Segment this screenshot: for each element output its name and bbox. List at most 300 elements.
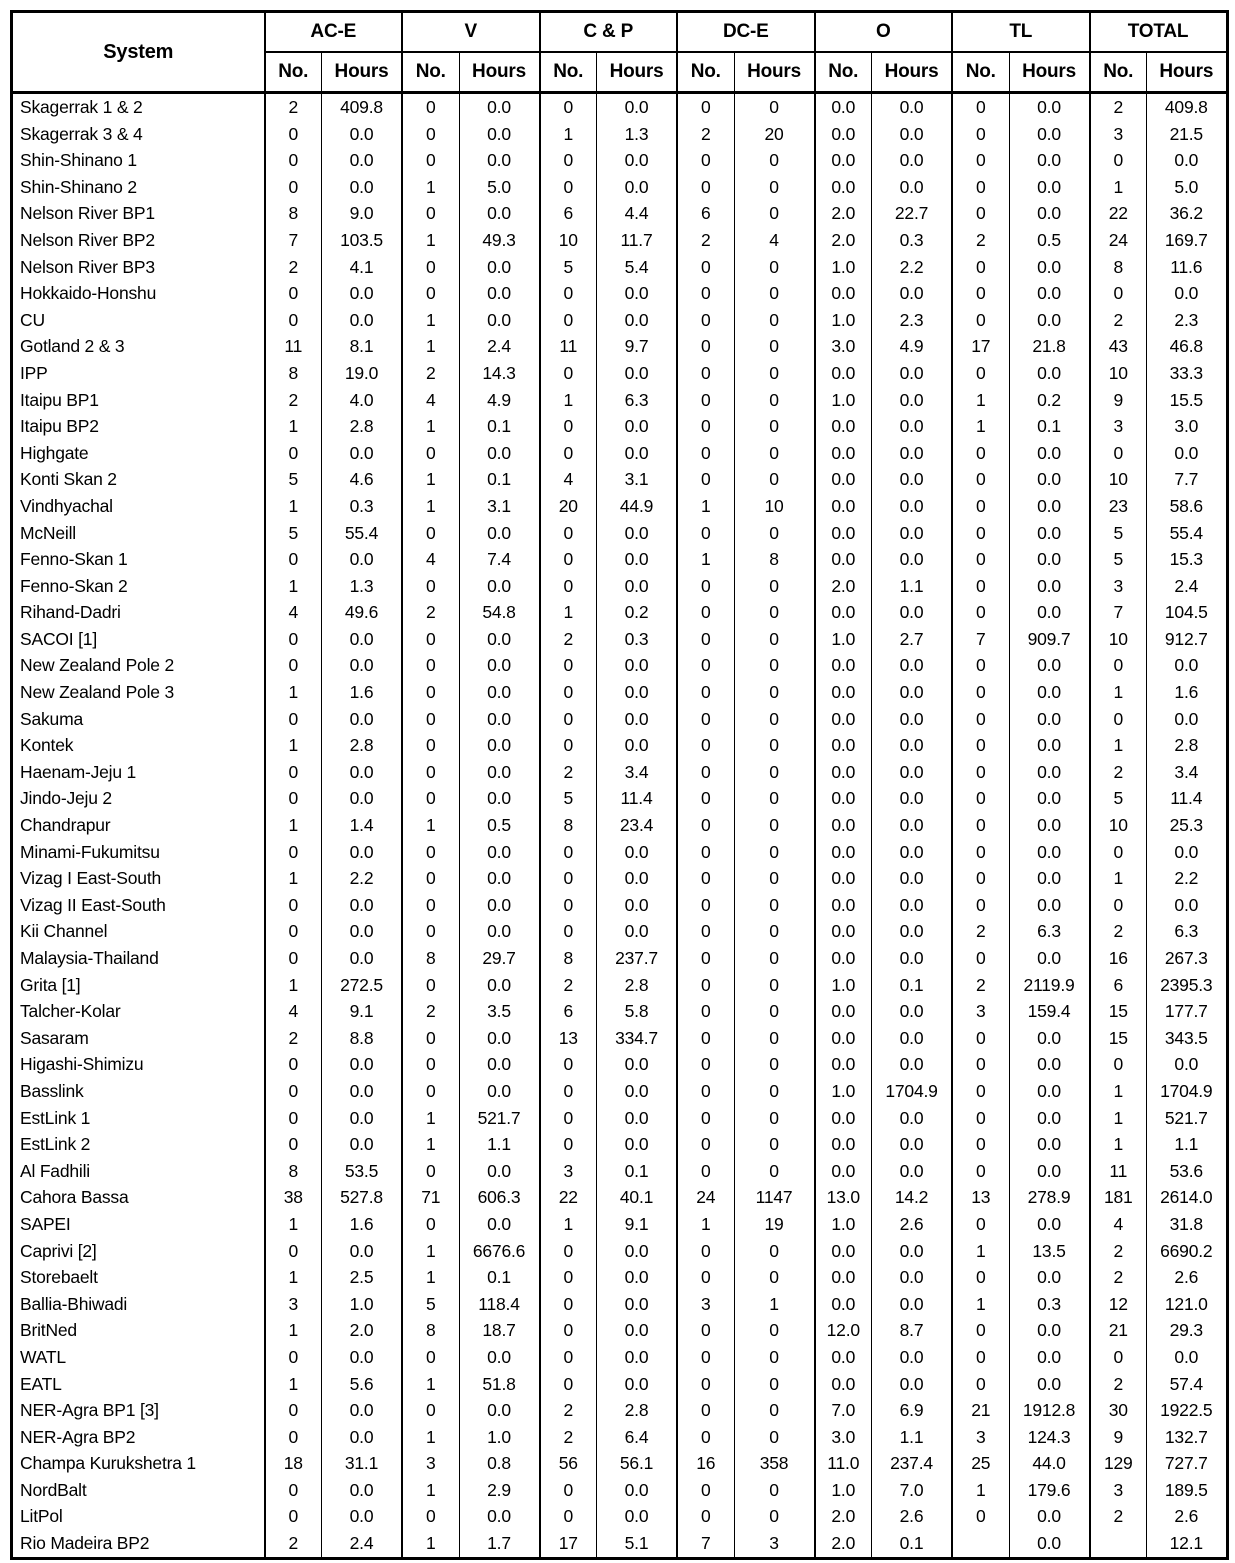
sub-header-no-4: No.: [815, 52, 872, 93]
system-name-cell: Jindo-Jeju 2: [20, 788, 112, 809]
group-header-4: O: [815, 12, 953, 53]
value-cell: 0.0: [1009, 839, 1090, 866]
value-cell: 0.0: [459, 573, 540, 600]
value-cell: 0: [265, 121, 322, 148]
value-cell: 0.2: [597, 599, 678, 626]
system-name-cell: WATL: [20, 1346, 66, 1367]
value-cell: 36.2: [1147, 200, 1228, 227]
value-cell: 0.0: [872, 785, 953, 812]
value-cell: 38: [265, 1184, 322, 1211]
value-cell: 0: [1090, 1051, 1147, 1078]
value-cell: 2.4: [459, 333, 540, 360]
value-cell: 2.2: [872, 254, 953, 281]
value-cell: 21.8: [1009, 333, 1090, 360]
value-cell: 0: [952, 785, 1009, 812]
value-cell: 0: [734, 307, 815, 334]
value-cell: 0: [677, 466, 734, 493]
value-cell: 2.0: [815, 200, 872, 227]
value-cell: 2: [952, 918, 1009, 945]
value-cell: 0.0: [872, 93, 953, 121]
value-cell: 0.0: [815, 945, 872, 972]
group-header-6: TOTAL: [1090, 12, 1228, 53]
value-cell: 0: [734, 1317, 815, 1344]
value-cell: 4: [402, 387, 459, 414]
value-cell: 1.0: [815, 626, 872, 653]
value-cell: 5: [265, 520, 322, 547]
value-cell: 0.0: [872, 1051, 953, 1078]
value-cell: 0: [540, 892, 597, 919]
value-cell: 10: [1090, 360, 1147, 387]
value-cell: 0.0: [322, 1344, 403, 1371]
system-name-cell: Vizag II East-South: [20, 894, 166, 915]
value-cell: 0.0: [815, 546, 872, 573]
value-cell: 0: [734, 918, 815, 945]
value-cell: 0.0: [459, 1051, 540, 1078]
value-cell: 0: [677, 785, 734, 812]
system-name-cell: Skagerrak 1 & 2: [20, 97, 143, 117]
value-cell: 0.0: [815, 998, 872, 1025]
value-cell: 7: [1090, 599, 1147, 626]
value-cell: 606.3: [459, 1184, 540, 1211]
value-cell: 0: [677, 1264, 734, 1291]
value-cell: 0: [540, 732, 597, 759]
value-cell: 0: [677, 865, 734, 892]
value-cell: 2.8: [1147, 732, 1228, 759]
value-cell: 5: [1090, 785, 1147, 812]
value-cell: 179.6: [1009, 1477, 1090, 1504]
value-cell: 0: [677, 1158, 734, 1185]
value-cell: 1.1: [1147, 1131, 1228, 1158]
value-cell: 0: [540, 679, 597, 706]
value-cell: 0.0: [597, 1317, 678, 1344]
system-name-cell: Kii Channel: [20, 921, 108, 942]
value-cell: 6.3: [597, 387, 678, 414]
sub-header-hours-3: Hours: [734, 52, 815, 93]
value-cell: 1.0: [815, 254, 872, 281]
value-cell: 0.0: [1009, 174, 1090, 201]
table-row: [12, 1105, 1228, 1132]
value-cell: 0: [952, 1025, 1009, 1052]
value-cell: 0.0: [1009, 121, 1090, 148]
value-cell: 0: [952, 599, 1009, 626]
value-cell: 0.0: [872, 1371, 953, 1398]
value-cell: 0.0: [459, 626, 540, 653]
value-cell: 6.3: [1147, 918, 1228, 945]
value-cell: 0: [677, 1503, 734, 1530]
value-cell: 0: [734, 1344, 815, 1371]
value-cell: 0: [402, 440, 459, 467]
value-cell: 0.0: [872, 1291, 953, 1318]
table-row: [12, 732, 1228, 759]
table-row: [12, 147, 1228, 174]
value-cell: 0: [540, 1131, 597, 1158]
value-cell: 0: [402, 1051, 459, 1078]
value-cell: 2.0: [322, 1317, 403, 1344]
value-cell: 3: [402, 1450, 459, 1477]
value-cell: 0.0: [597, 732, 678, 759]
value-cell: 0.0: [872, 360, 953, 387]
value-cell: 527.8: [322, 1184, 403, 1211]
value-cell: 0: [402, 679, 459, 706]
value-cell: 0.0: [1009, 945, 1090, 972]
value-cell: 0.0: [459, 1078, 540, 1105]
value-cell: 1: [677, 546, 734, 573]
value-cell: 0.0: [815, 706, 872, 733]
system-name-cell: Itaipu BP2: [20, 416, 99, 437]
table-row: [12, 626, 1228, 653]
value-cell: 0: [952, 1158, 1009, 1185]
value-cell: 53.6: [1147, 1158, 1228, 1185]
value-cell: 0: [265, 1131, 322, 1158]
value-cell: 0.8: [459, 1450, 540, 1477]
value-cell: 0: [734, 599, 815, 626]
value-cell: 1: [1090, 1078, 1147, 1105]
value-cell: 0: [677, 333, 734, 360]
value-cell: 2: [265, 1530, 322, 1558]
value-cell: 8: [402, 1317, 459, 1344]
table-row: [12, 1184, 1228, 1211]
value-cell: 25: [952, 1450, 1009, 1477]
value-cell: 4: [734, 227, 815, 254]
outage-table: [10, 10, 1229, 1560]
value-cell: 0.0: [1009, 200, 1090, 227]
value-cell: 0: [952, 440, 1009, 467]
system-name-cell: Minami-Fukumitsu: [20, 841, 160, 862]
value-cell: 0.0: [1147, 147, 1228, 174]
value-cell: 1.4: [322, 812, 403, 839]
value-cell: 0: [952, 147, 1009, 174]
table-row: [12, 1477, 1228, 1504]
value-cell: 0.0: [597, 413, 678, 440]
value-cell: 1.7: [459, 1530, 540, 1558]
value-cell: 0: [677, 360, 734, 387]
value-cell: 4: [540, 466, 597, 493]
value-cell: 21: [1090, 1317, 1147, 1344]
value-cell: 0.0: [1009, 546, 1090, 573]
table-row: [12, 440, 1228, 467]
value-cell: 2: [540, 626, 597, 653]
value-cell: 0: [540, 1371, 597, 1398]
value-cell: 0: [402, 1025, 459, 1052]
value-cell: 5: [1090, 520, 1147, 547]
value-cell: 0.0: [1009, 280, 1090, 307]
value-cell: 55.4: [1147, 520, 1228, 547]
value-cell: 0.0: [1009, 307, 1090, 334]
value-cell: 0: [677, 413, 734, 440]
value-cell: 0.0: [459, 121, 540, 148]
system-name-cell: Nelson River BP1: [20, 203, 155, 224]
value-cell: 12: [1090, 1291, 1147, 1318]
value-cell: 25.3: [1147, 812, 1228, 839]
value-cell: 0: [952, 307, 1009, 334]
value-cell: 912.7: [1147, 626, 1228, 653]
value-cell: 2.6: [1147, 1264, 1228, 1291]
value-cell: 8.7: [872, 1317, 953, 1344]
value-cell: 0.0: [1147, 1051, 1228, 1078]
value-cell: 0.0: [872, 865, 953, 892]
value-cell: 132.7: [1147, 1424, 1228, 1451]
value-cell: 0: [734, 732, 815, 759]
value-cell: 0: [734, 93, 815, 121]
value-cell: 2: [1090, 1238, 1147, 1265]
value-cell: 0.0: [815, 1158, 872, 1185]
value-cell: 0.0: [1009, 520, 1090, 547]
value-cell: 0.0: [872, 147, 953, 174]
value-cell: 1.3: [322, 573, 403, 600]
value-cell: 55.4: [322, 520, 403, 547]
value-cell: 0: [402, 121, 459, 148]
value-cell: 0: [734, 254, 815, 281]
system-name-cell: Nelson River BP3: [20, 256, 155, 277]
sub-header-hours-1: Hours: [459, 52, 540, 93]
value-cell: 0: [265, 1477, 322, 1504]
value-cell: 9.0: [322, 200, 403, 227]
system-name-cell: Malaysia-Thailand: [20, 948, 159, 968]
value-cell: 0.0: [872, 759, 953, 786]
value-cell: 11: [540, 333, 597, 360]
value-cell: 14.2: [872, 1184, 953, 1211]
value-cell: 0.0: [1009, 732, 1090, 759]
value-cell: 0.0: [597, 360, 678, 387]
value-cell: 0: [677, 1317, 734, 1344]
value-cell: 3: [952, 998, 1009, 1025]
value-cell: 3: [677, 1291, 734, 1318]
value-cell: 1.6: [1147, 679, 1228, 706]
value-cell: 0: [952, 1317, 1009, 1344]
value-cell: 1: [1090, 1131, 1147, 1158]
value-cell: 0: [677, 706, 734, 733]
value-cell: 0: [734, 174, 815, 201]
value-cell: 0: [677, 307, 734, 334]
system-name-cell: EstLink 2: [20, 1134, 91, 1155]
sub-header-hours-4: Hours: [872, 52, 953, 93]
value-cell: 1.3: [597, 121, 678, 148]
value-cell: 0.1: [1009, 413, 1090, 440]
value-cell: 8: [402, 945, 459, 972]
table-row: [12, 972, 1228, 999]
value-cell: 2.8: [322, 732, 403, 759]
value-cell: 3.0: [815, 333, 872, 360]
value-cell: 0.0: [459, 1025, 540, 1052]
value-cell: 1.6: [322, 679, 403, 706]
value-cell: 2614.0: [1147, 1184, 1228, 1211]
value-cell: 0.0: [872, 280, 953, 307]
value-cell: 2.0: [815, 227, 872, 254]
value-cell: 0.0: [597, 706, 678, 733]
value-cell: 0.0: [322, 440, 403, 467]
value-cell: 0: [540, 652, 597, 679]
value-cell: 0.1: [459, 466, 540, 493]
value-cell: 2.7: [872, 626, 953, 653]
value-cell: 0: [677, 1051, 734, 1078]
value-cell: 33.3: [1147, 360, 1228, 387]
value-cell: 22: [1090, 200, 1147, 227]
value-cell: 0.0: [1009, 1371, 1090, 1398]
value-cell: 7: [952, 626, 1009, 653]
value-cell: 2: [677, 227, 734, 254]
value-cell: 5: [540, 254, 597, 281]
value-cell: 24: [1090, 227, 1147, 254]
value-cell: 7.0: [815, 1397, 872, 1424]
value-cell: 1.0: [322, 1291, 403, 1318]
value-cell: 0.0: [322, 1131, 403, 1158]
value-cell: 0.0: [815, 1131, 872, 1158]
value-cell: 0.0: [597, 147, 678, 174]
value-cell: 272.5: [322, 972, 403, 999]
value-cell: 124.3: [1009, 1424, 1090, 1451]
value-cell: 10: [1090, 466, 1147, 493]
value-cell: 0: [952, 759, 1009, 786]
value-cell: 0.0: [815, 174, 872, 201]
system-name-cell: New Zealand Pole 3: [20, 682, 174, 703]
value-cell: 13.0: [815, 1184, 872, 1211]
value-cell: 0: [952, 254, 1009, 281]
value-cell: 2: [402, 599, 459, 626]
value-cell: 0.0: [872, 1158, 953, 1185]
value-cell: 0.2: [1009, 387, 1090, 414]
value-cell: 0.0: [815, 466, 872, 493]
value-cell: 10: [1090, 812, 1147, 839]
value-cell: 0.0: [872, 520, 953, 547]
value-cell: 1: [540, 121, 597, 148]
value-cell: 2: [952, 972, 1009, 999]
value-cell: 267.3: [1147, 945, 1228, 972]
system-name-cell: Vindhyachal: [20, 495, 113, 516]
value-cell: 0.0: [459, 918, 540, 945]
value-cell: 0: [677, 812, 734, 839]
value-cell: 2: [1090, 759, 1147, 786]
value-cell: 40.1: [597, 1184, 678, 1211]
value-cell: 0: [734, 626, 815, 653]
value-cell: 0.0: [597, 918, 678, 945]
value-cell: 0: [540, 865, 597, 892]
value-cell: 0: [402, 147, 459, 174]
system-name-cell: Gotland 2 & 3: [20, 336, 125, 357]
value-cell: 0: [734, 759, 815, 786]
value-cell: 3: [734, 1530, 815, 1558]
value-cell: 11.0: [815, 1450, 872, 1477]
value-cell: 0: [402, 972, 459, 999]
value-cell: 181: [1090, 1184, 1147, 1211]
value-cell: 0: [952, 679, 1009, 706]
value-cell: 0.0: [459, 892, 540, 919]
system-name-cell: NordBalt: [20, 1479, 87, 1500]
value-cell: 0.0: [872, 121, 953, 148]
value-cell: 343.5: [1147, 1025, 1228, 1052]
value-cell: 2.4: [1147, 573, 1228, 600]
value-cell: 0.0: [459, 93, 540, 121]
value-cell: 0.0: [322, 945, 403, 972]
value-cell: 0: [734, 892, 815, 919]
value-cell: 0: [952, 121, 1009, 148]
value-cell: 0: [677, 1371, 734, 1398]
value-cell: 29.3: [1147, 1317, 1228, 1344]
value-cell: 0: [540, 93, 597, 121]
value-cell: 49.6: [322, 599, 403, 626]
value-cell: 0.0: [815, 785, 872, 812]
value-cell: 8.1: [322, 333, 403, 360]
value-cell: 13.5: [1009, 1238, 1090, 1265]
value-cell: 11.7: [597, 227, 678, 254]
value-cell: 0.0: [459, 706, 540, 733]
value-cell: 0: [540, 307, 597, 334]
value-cell: 0: [734, 1371, 815, 1398]
system-name-cell: Basslink: [20, 1080, 84, 1101]
table-row: [12, 307, 1228, 334]
value-cell: 0: [402, 93, 459, 121]
table-row: [12, 546, 1228, 573]
value-cell: 0: [952, 573, 1009, 600]
value-cell: 0.0: [872, 918, 953, 945]
value-cell: 0: [540, 1291, 597, 1318]
value-cell: 1: [402, 1424, 459, 1451]
table-body: [12, 93, 1228, 1559]
value-cell: 0.0: [1009, 1105, 1090, 1132]
value-cell: 0: [540, 280, 597, 307]
value-cell: 2395.3: [1147, 972, 1228, 999]
value-cell: 4: [402, 546, 459, 573]
value-cell: 0.0: [872, 945, 953, 972]
value-cell: 0.0: [322, 1503, 403, 1530]
value-cell: 0: [952, 652, 1009, 679]
value-cell: 0: [952, 520, 1009, 547]
value-cell: 0: [1090, 147, 1147, 174]
value-cell: 0: [734, 839, 815, 866]
value-cell: 0.0: [815, 520, 872, 547]
value-cell: 0.0: [815, 839, 872, 866]
value-cell: 0.0: [597, 1238, 678, 1265]
value-cell: 0.0: [872, 440, 953, 467]
value-cell: 2119.9: [1009, 972, 1090, 999]
value-cell: 1: [265, 1371, 322, 1398]
value-cell: 8: [265, 200, 322, 227]
value-cell: 0.0: [815, 1025, 872, 1052]
value-cell: 8: [265, 360, 322, 387]
system-name-cell: CU: [20, 309, 45, 330]
value-cell: 2.3: [1147, 307, 1228, 334]
value-cell: 0: [952, 174, 1009, 201]
value-cell: 0.0: [597, 1078, 678, 1105]
value-cell: 0: [952, 493, 1009, 520]
value-cell: 15: [1090, 1025, 1147, 1052]
table-row: [12, 1264, 1228, 1291]
value-cell: 1: [402, 1238, 459, 1265]
system-name-cell: Champa Kurukshetra 1: [20, 1453, 196, 1474]
sub-header-no-0: No.: [265, 52, 322, 93]
value-cell: 8: [540, 812, 597, 839]
value-cell: 0.0: [815, 892, 872, 919]
value-cell: 0: [540, 573, 597, 600]
value-cell: 30: [1090, 1397, 1147, 1424]
value-cell: 0.0: [1147, 1344, 1228, 1371]
system-name-cell: Ballia-Bhiwadi: [20, 1293, 128, 1314]
value-cell: 0.0: [1009, 1051, 1090, 1078]
value-cell: 0: [402, 520, 459, 547]
value-cell: 0.0: [872, 1131, 953, 1158]
value-cell: 0: [677, 147, 734, 174]
value-cell: 0.0: [459, 1344, 540, 1371]
value-cell: 0: [952, 1344, 1009, 1371]
value-cell: 0: [677, 945, 734, 972]
value-cell: 1: [402, 413, 459, 440]
table-row: [12, 227, 1228, 254]
value-cell: 0: [734, 440, 815, 467]
value-cell: 14.3: [459, 360, 540, 387]
value-cell: 0: [540, 546, 597, 573]
value-cell: 0.0: [597, 865, 678, 892]
value-cell: 0: [265, 785, 322, 812]
value-cell: 7.0: [872, 1477, 953, 1504]
